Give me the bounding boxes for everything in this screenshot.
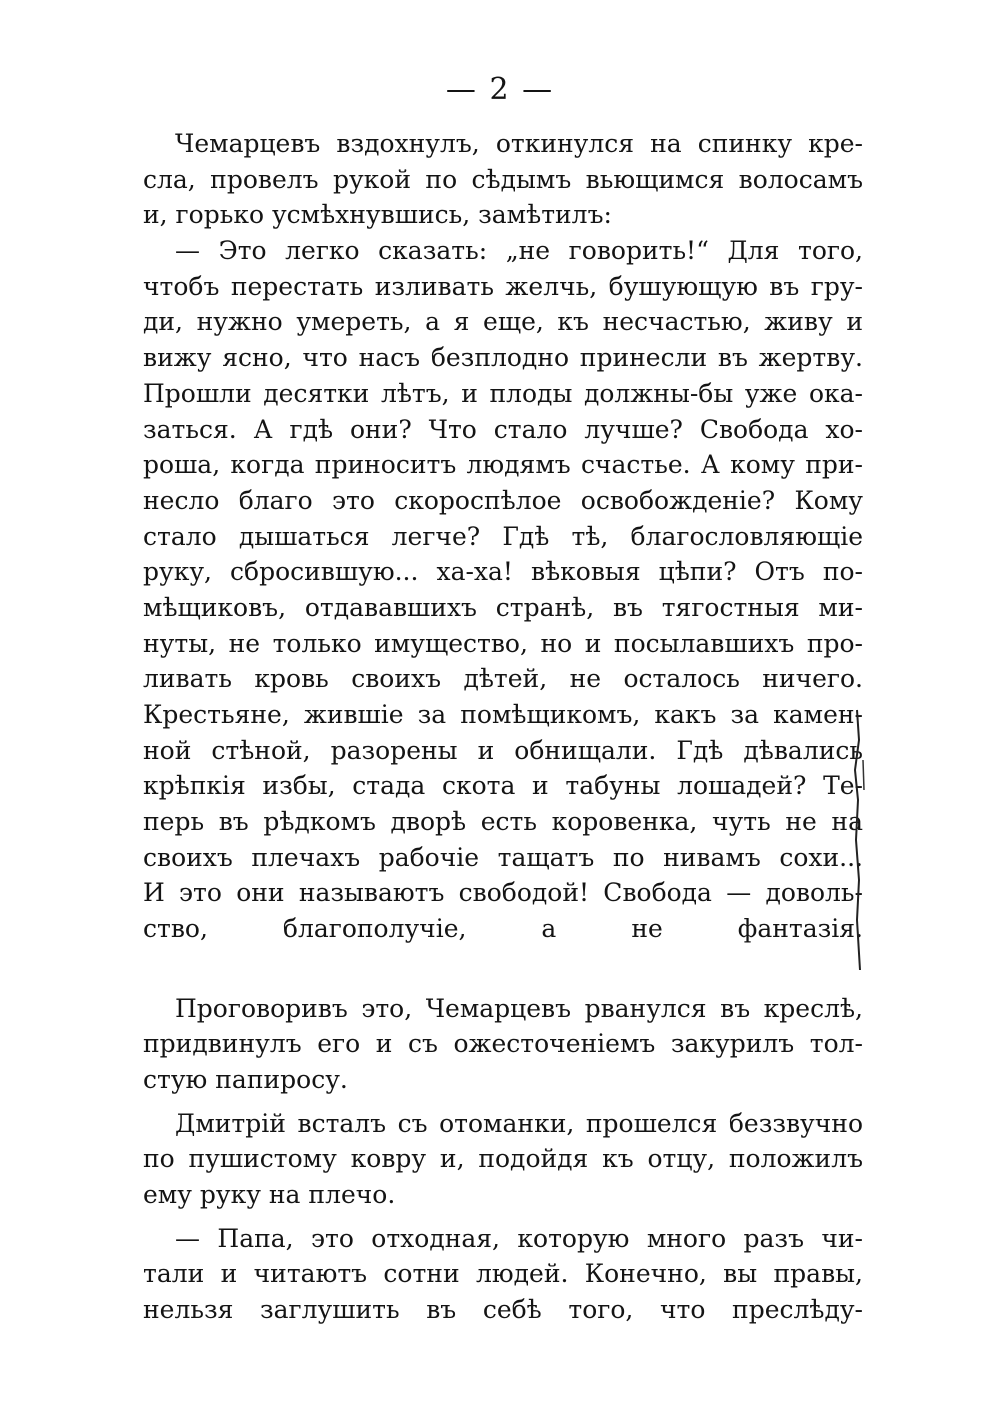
text-line: мѣщиковъ, отдававшихъ странѣ, въ тягостныя ми- xyxy=(143,592,863,622)
paragraph-spacer xyxy=(143,983,863,991)
text-line: вижу ясно, что насъ безплодно принесли въ жертву. xyxy=(143,343,863,373)
body-text xyxy=(143,126,863,1328)
text-line: перь въ рѣдкомъ дворѣ есть коровенка, чуть не на xyxy=(143,807,863,837)
text-line: Прошли десятки лѣтъ, и плоды должны-бы уже ока- xyxy=(143,378,863,408)
text-line: — Это легко сказать: „не говорить!“ Для того, xyxy=(175,236,863,266)
text-line: тали и читаютъ сотни людей. Конечно, вы правы, xyxy=(143,1259,863,1289)
text-line: ему руку на плечо. xyxy=(143,1179,396,1209)
text-line: роша, когда приноситъ людямъ счастье. А кому при- xyxy=(143,450,863,480)
text-line: придвинулъ его и съ ожесточеніемъ закурилъ тол- xyxy=(143,1029,863,1059)
text-line: Крестьяне, жившіе за помѣщикомъ, какъ за камен- xyxy=(143,700,863,729)
text-line: крѣпкія избы, стада скота и табуны лошадей? Те- xyxy=(143,771,863,801)
paragraph-3 xyxy=(143,991,863,1098)
text-line: Проговоривъ это, Чемарцевъ рванулся въ креслѣ, xyxy=(175,993,863,1023)
text-line: И это они называютъ свободой! Свобода — доволь- xyxy=(143,878,863,908)
text-line: сла, провелъ рукой по сѣдымъ вьющимся волосамъ xyxy=(143,164,863,194)
text-line: несло благо это скороспѣлое освобожденіе? Кому xyxy=(143,485,863,515)
scan-edge-artifact xyxy=(835,700,875,980)
text-line: и, горько усмѣхнувшись, замѣтилъ: xyxy=(143,200,612,230)
text-line: Чемарцевъ вздохнулъ, откинулся на спинку кре- xyxy=(175,129,863,158)
text-line: по пушистому ковру и, подойдя къ отцу, положилъ xyxy=(143,1144,863,1174)
text-line: ди, нужно умереть, а я еще, къ несчастью, живу и xyxy=(143,307,863,337)
text-line: ливать кровь своихъ дѣтей, не осталось ничего. xyxy=(143,664,863,694)
page-number: — 2 — xyxy=(445,72,555,107)
paragraph-1 xyxy=(143,126,863,233)
text-line: нуты, не только имущество, но и посылавшихъ про- xyxy=(143,628,863,658)
text-line: Дмитрій всталъ съ отоманки, прошелся беззвучно xyxy=(175,1108,863,1138)
text-line: заться. А гдѣ они? Что стало лучше? Свобода хо- xyxy=(143,414,863,444)
paragraph-5 xyxy=(143,1221,863,1328)
text-line: чтобъ перестать изливать желчь, бушующую въ гру- xyxy=(143,271,863,301)
text-line: стую папиросу. xyxy=(143,1064,348,1094)
text-line xyxy=(143,947,863,983)
text-line: стало дышаться легче? Гдѣ тѣ, благословляющіе xyxy=(143,521,863,551)
paragraph-spacer xyxy=(143,1098,863,1106)
text-line: ство, благополучіе, а не фантазія. xyxy=(143,914,863,944)
paragraph-2 xyxy=(143,233,863,982)
text-line: своихъ плечахъ рабочіе тащатъ по нивамъ сохи... xyxy=(143,842,863,872)
text-line: нельзя заглушить въ себѣ того, что преслѣду- xyxy=(143,1295,863,1324)
text-line: руку, сбросившую... ха-ха! вѣковыя цѣпи? Отъ по- xyxy=(143,557,863,587)
paragraph-spacer xyxy=(143,1213,863,1221)
paragraph-4 xyxy=(143,1106,863,1213)
text-line: ной стѣной, разорены и обнищали. Гдѣ дѣвались xyxy=(143,735,863,765)
text-line: — Папа, это отходная, которую много разъ чи- xyxy=(175,1223,863,1253)
